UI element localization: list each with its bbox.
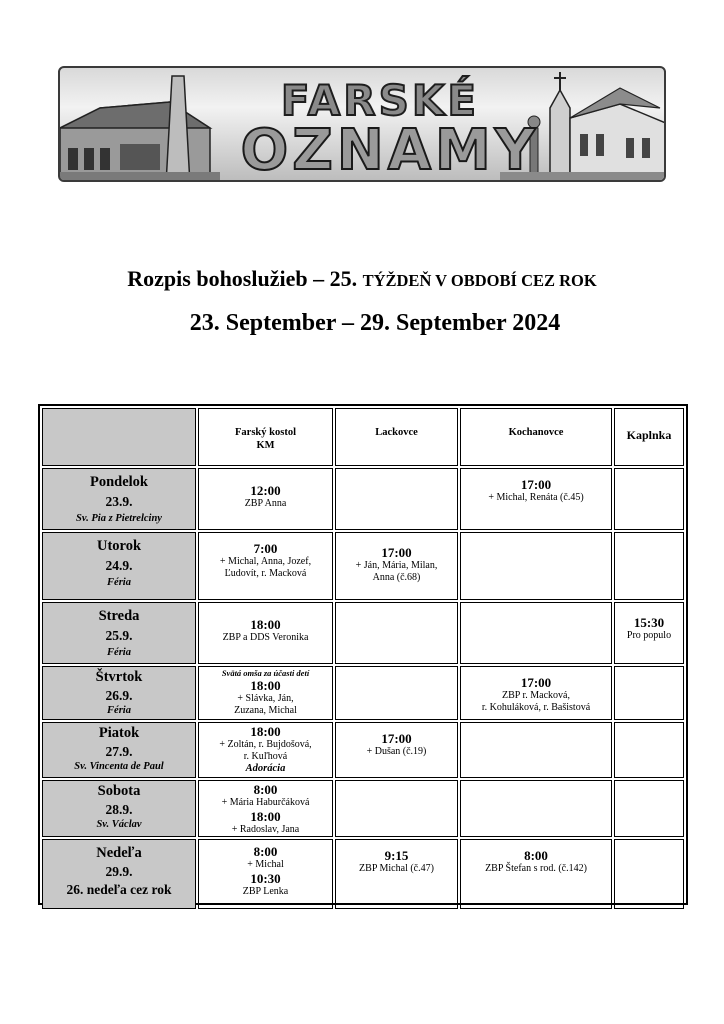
day-cell-wednesday — [42, 602, 196, 664]
day-feast: Sv. Václav — [96, 819, 142, 830]
mass-time: 17:00 — [520, 477, 552, 492]
day-date: 29.9. — [105, 864, 133, 879]
kochanovce-cell — [460, 602, 612, 664]
lackovce-cell — [335, 839, 458, 909]
mass-intention: + Slávka, Ján, — [237, 693, 294, 704]
mass-time: 18:00 — [250, 678, 281, 693]
mass-time: 12:00 — [250, 483, 281, 498]
farsky-cell — [198, 780, 333, 837]
schedule-heading — [0, 266, 724, 292]
header-corner-cell — [42, 408, 196, 466]
mass-time: 8:00 — [253, 782, 278, 797]
mass-time: 15:30 — [633, 615, 665, 630]
mass-time: 7:00 — [253, 541, 278, 556]
mass-intention: + Radoslav, Jana — [231, 824, 300, 835]
mass-schedule-table — [38, 404, 688, 905]
special-note: Svätá omša za účasti detí — [221, 668, 310, 678]
kochanovce-cell — [460, 780, 612, 837]
mass-intention: + Michal, Anna, Jozef, — [219, 556, 312, 567]
day-name: Nedeľa — [96, 845, 142, 861]
header-farsky-line2: KM — [256, 439, 275, 451]
day-name: Štvrtok — [95, 669, 143, 685]
table-row — [42, 468, 684, 530]
day-name: Sobota — [97, 783, 141, 799]
mass-intention: Zuzana, Michal — [234, 705, 297, 716]
day-date: 24.9. — [105, 558, 133, 573]
mass-time: 10:30 — [250, 871, 281, 886]
day-name: Piatok — [98, 725, 140, 741]
kochanovce-cell — [460, 839, 612, 909]
lackovce-cell — [335, 468, 458, 530]
farske-oznamy-banner — [58, 66, 666, 182]
day-date: 23.9. — [105, 494, 133, 509]
table-row — [42, 532, 684, 600]
schedule-heading-main: Rozpis bohoslužieb – 25. — [127, 266, 358, 291]
mass-time: 17:00 — [520, 675, 552, 690]
mass-intention: ZBP Michal (č.47) — [359, 863, 434, 874]
table-row — [42, 666, 684, 720]
mass-time: 18:00 — [250, 724, 281, 739]
day-feast: Sv. Vincenta de Paul — [74, 761, 164, 772]
lackovce-cell — [335, 666, 458, 720]
header-kochanovce: Kochanovce — [460, 408, 612, 466]
day-feast: Sv. Pia z Pietrelciny — [76, 513, 162, 524]
lackovce-cell — [335, 780, 458, 837]
schedule-heading-sub: TÝŽDEŇ V OBDOBÍ CEZ ROK — [362, 271, 597, 290]
farsky-cell — [198, 722, 333, 778]
kaplnka-cell — [614, 468, 684, 530]
farsky-cell — [198, 839, 333, 909]
mass-intention: Pro populo — [626, 630, 672, 641]
mass-time: 8:00 — [524, 848, 548, 863]
mass-intention: ZBP Anna — [244, 498, 287, 509]
day-date: 25.9. — [105, 628, 133, 643]
table-header-row — [42, 408, 684, 466]
mass-intention: ZBP a DDS Veronika — [222, 632, 309, 643]
day-cell-saturday — [42, 780, 196, 837]
mass-intention: Anna (č.68) — [372, 572, 421, 583]
mass-intention: ZBP r. Macková, — [502, 690, 570, 701]
mass-intention: + Mária Haburčáková — [221, 797, 310, 808]
adoration-note: Adorácia — [245, 763, 286, 774]
day-feast: 26. nedeľa cez rok — [66, 882, 172, 897]
day-cell-thursday — [42, 666, 196, 720]
mass-time: 18:00 — [250, 809, 281, 824]
day-cell-friday — [42, 722, 196, 778]
farsky-cell — [198, 602, 333, 664]
mass-intention: r. Kuľhová — [243, 751, 288, 762]
day-date: 28.9. — [105, 802, 133, 817]
banner-title-line2: OZNAMY — [240, 118, 540, 182]
table-row — [42, 780, 684, 837]
farsky-cell — [198, 532, 333, 600]
kochanovce-cell — [460, 722, 612, 778]
day-cell-sunday — [42, 839, 196, 909]
mass-time: 17:00 — [381, 545, 412, 560]
day-date: 26.9. — [105, 688, 133, 703]
mass-time: 9:15 — [384, 848, 409, 863]
kochanovce-cell — [460, 468, 612, 530]
kochanovce-cell — [460, 666, 612, 720]
kaplnka-cell — [614, 666, 684, 720]
table-row — [42, 602, 684, 664]
mass-time: 17:00 — [381, 731, 412, 746]
mass-intention: + Michal, Renáta (č.45) — [488, 492, 584, 503]
banner-title-line1: FARSKÉ — [280, 76, 480, 125]
header-farsky-line1: Farský kostol — [235, 427, 296, 438]
mass-intention: ZBP Štefan s rod. (č.142) — [485, 863, 587, 874]
kaplnka-cell — [614, 839, 684, 909]
mass-intention: ZBP Lenka — [242, 886, 289, 897]
day-feast: Féria — [107, 577, 131, 588]
day-feast: Féria — [107, 705, 131, 716]
mass-intention: + Dušan (č.19) — [366, 746, 427, 757]
mass-time: 18:00 — [250, 617, 281, 632]
kaplnka-cell — [614, 722, 684, 778]
schedule-date-range: 23. September – 29. September 2024 — [189, 310, 561, 336]
day-name: Streda — [98, 608, 140, 624]
kochanovce-cell — [460, 532, 612, 600]
kaplnka-cell — [614, 532, 684, 600]
header-farsky-kostol — [198, 408, 333, 466]
farsky-cell — [198, 468, 333, 530]
mass-intention: Ľudovít, r. Macková — [224, 568, 307, 579]
day-name: Utorok — [96, 538, 142, 554]
mass-time: 8:00 — [253, 844, 278, 859]
table-row — [42, 839, 684, 909]
header-kaplnka: Kaplnka — [614, 408, 684, 466]
mass-intention: r. Kohuláková, r. Bašistová — [481, 702, 591, 713]
kaplnka-cell — [614, 602, 684, 664]
lackovce-cell — [335, 532, 458, 600]
kaplnka-cell — [614, 780, 684, 837]
mass-intention: + Michal — [247, 859, 284, 870]
header-lackovce: Lackovce — [335, 408, 458, 466]
table-row — [42, 722, 684, 778]
mass-intention: + Ján, Mária, Milan, — [355, 560, 438, 571]
lackovce-cell — [335, 722, 458, 778]
day-cell-monday — [42, 468, 196, 530]
day-date: 27.9. — [105, 744, 133, 759]
farsky-cell — [198, 666, 333, 720]
mass-intention: + Zoltán, r. Bujdošová, — [219, 739, 312, 750]
day-feast: Féria — [107, 647, 131, 658]
day-cell-tuesday — [42, 532, 196, 600]
lackovce-cell — [335, 602, 458, 664]
day-name: Pondelok — [89, 474, 148, 490]
